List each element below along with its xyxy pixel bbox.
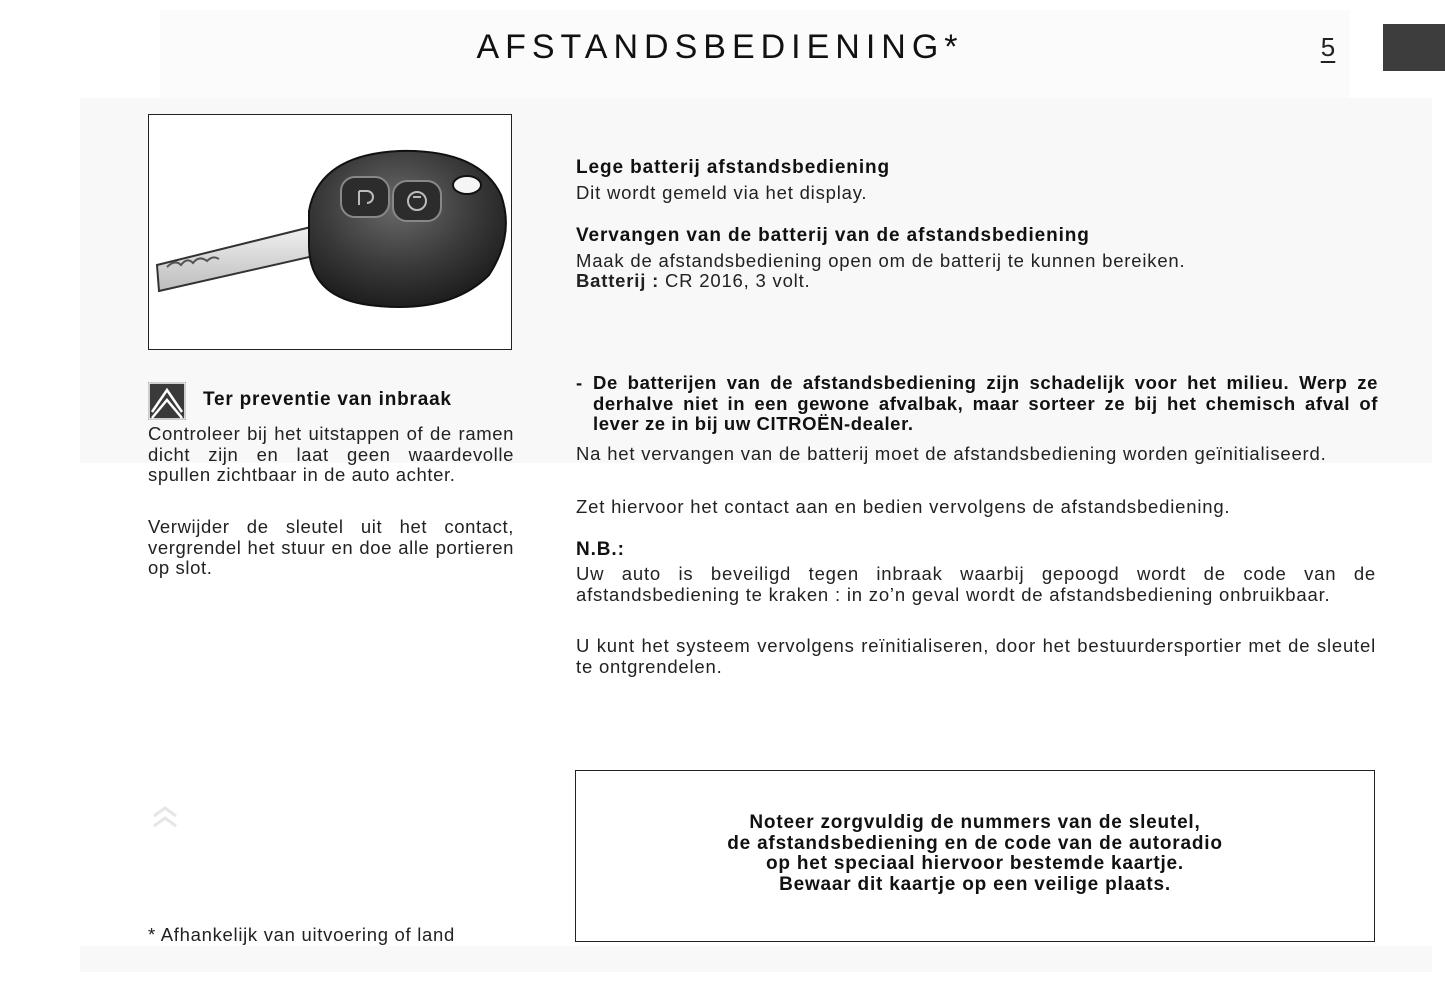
notice-box <box>575 770 1375 942</box>
battery-label: Batterij : <box>576 270 660 291</box>
footnote: * Afhankelijk van uitvoering of land <box>148 924 455 945</box>
replace-battery-text: Maak de afstandsbediening open om de batterij te kunnen bereiken. <box>576 250 1186 271</box>
remote-key-figure <box>148 114 512 350</box>
theft-prevention-heading: Ter preventie van inbraak <box>203 389 452 410</box>
page-background-panel-lower <box>80 946 1432 972</box>
empty-battery-heading: Lege batterij afstandsbediening <box>576 157 891 178</box>
notice-text <box>576 813 1374 895</box>
remote-key-image <box>149 115 511 349</box>
empty-battery-text: Dit wordt gemeld via het display. <box>576 182 868 203</box>
reinit-text: Na het vervangen van de batterij moet de afstandsbediening worden geïnitialiseerd. <box>576 443 1327 464</box>
notice-line-1: Noteer zorgvuldig de nummers van de sleutel, <box>749 812 1201 833</box>
chapter-tab <box>1383 24 1445 71</box>
theft-prevention-para-1: Controleer bij het uitstappen of de ramen dicht zijn en laat geen waardevolle spullen zichtbaar in de auto achter. <box>148 423 514 485</box>
warning-icon <box>148 382 186 420</box>
notice-line-3: op het speciaal hiervoor bestemde kaartje. <box>766 853 1184 874</box>
citroen-logo-icon <box>152 802 178 836</box>
notice-line-2: de afstandsbediening en de code van de autoradio <box>727 832 1223 854</box>
replace-battery-heading: Vervangen van de batterij van de afstandsbediening <box>576 225 1090 246</box>
page-number: 5 <box>1320 32 1336 62</box>
environment-warning-text: De batterijen van de afstandsbediening zijn schadelijk voor het milieu. Werp ze derhalve niet in een gewone afvalbak, maar sorteer ze bij het chemisch afval of lever ze in bij uw CITROËN-dealer. <box>593 372 1378 434</box>
battery-value: CR 2016, 3 volt. <box>665 270 811 291</box>
environment-warning <box>576 373 1378 435</box>
nb-text-1: Uw auto is beveiligd tegen inbraak waarbij gepoogd wordt de code van de afstandsbediening te kraken : in zo’n geval wordt de afstandsbediening onbruikbaar. <box>576 563 1376 605</box>
battery-spec <box>576 271 1376 292</box>
page-title: AFSTANDSBEDIENING* <box>476 28 964 66</box>
list-dash: - <box>576 372 583 393</box>
nb-heading: N.B.: <box>576 539 625 560</box>
theft-prevention-para-2: Verwijder de sleutel uit het contact, vergrendel het stuur en doe alle portieren op slot. <box>148 516 514 578</box>
notice-line-4: Bewaar dit kaartje op een veilige plaats. <box>779 873 1171 895</box>
nb-text-2: U kunt het systeem vervolgens reïnitialiseren, door het bestuurdersportier met de sleutel te ontgrendelen. <box>576 635 1376 677</box>
contact-text: Zet hiervoor het contact aan en bedien vervolgens de afstandsbediening. <box>576 496 1231 517</box>
